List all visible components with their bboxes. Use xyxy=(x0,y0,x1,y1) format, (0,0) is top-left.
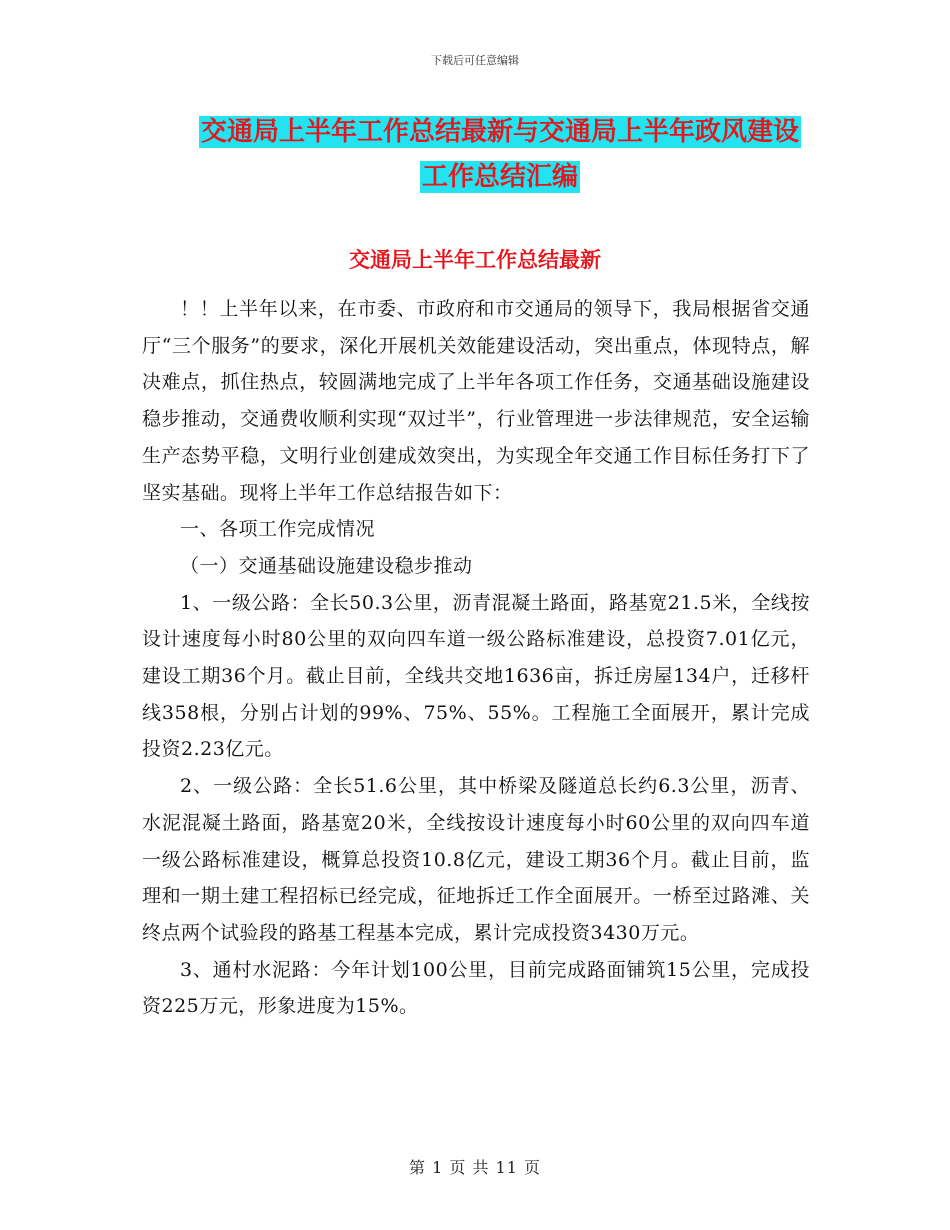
paragraph-heading-1: 一、各项工作完成情况 xyxy=(180,518,376,541)
paragraph-item-1: 1、一级公路：全长50.3公里，沥青混凝土路面，路基宽21.5米，全线按设计速度每小时80公里的双向四车道一级公路标准建设，总投资7.01亿元，建设工期36个月。截止目前，全线共交地1636亩，拆迁房屋134户，迁移杆线358根，分别占计划的99%、75%、55%。工程施工全面展开，累计完成投资2.23亿元。 xyxy=(142,591,810,761)
paragraph-item-3: 3、通村水泥路：今年计划100公里，目前完成路面铺筑15公里，完成投资225万元，形象进度为15%。 xyxy=(142,958,810,1018)
document-body xyxy=(142,291,810,1025)
document-title xyxy=(150,110,850,200)
page-indicator: 第 1 页 共 11 页 xyxy=(409,1158,541,1177)
document-title-line-2: 工作总结汇编 xyxy=(421,162,578,192)
header-note: 下载后可任意编辑 xyxy=(431,54,519,67)
document-title-line-1: 交通局上半年工作总结最新与交通局上半年政风建设 xyxy=(200,117,799,147)
paragraph-item-2: 2、一级公路：全长51.6公里，其中桥梁及隧道总长约6.3公里，沥青、水泥混凝土路面，路基宽20米，全线按设计速度每小时60公里的双向四车道一级公路标准建设，概算总投资10.8亿元，建设工期36个月。截止目前，监理和一期土建工程招标已经完成，征地拆迁工作全面展开。一桥至过路滩、关终点两个试验段的路基工程基本完成，累计完成投资3430万元。 xyxy=(142,775,810,944)
paragraph-intro: ！！上半年以来，在市委、市政府和市交通局的领导下，我局根据省交通厅“三个服务”的要求，深化开展机关效能建设活动，突出重点，体现特点，解决难点，抓住热点，较圆满地完成了上半年各项工作任务，交通基础设施建设稳步推动，交通费收顺利实现“双过半”，行业管理进一步法律规范，安全运输生产态势平稳，文明行业创建成效突出，为实现全年交通工作目标任务打下了坚实基础。现将上半年工作总结报告如下： xyxy=(142,298,810,504)
section-title: 交通局上半年工作总结最新 xyxy=(349,248,601,272)
paragraph-subheading-1: （一）交通基础设施建设稳步推动 xyxy=(180,554,473,577)
